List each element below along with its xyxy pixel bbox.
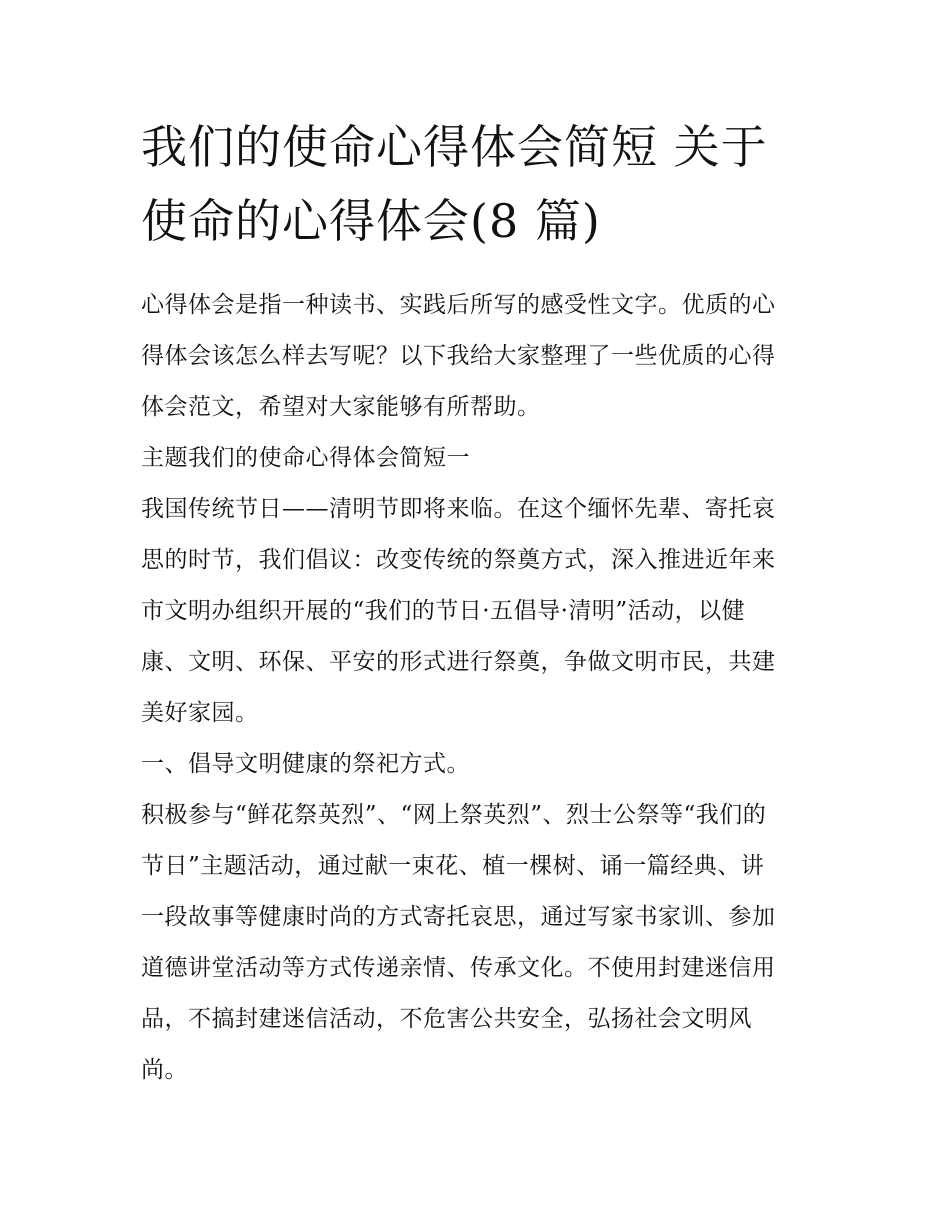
text-line: 体会范文，希望对大家能够有所帮助。 — [141, 394, 541, 420]
text-line: 康、文明、环保、平安的形式进行祭奠，争做文明市民，共建 — [141, 649, 776, 675]
title-line: 使命的心得体会(8 篇) — [141, 194, 601, 248]
text-line: 节日”主题活动，通过献一束花、植一棵树、诵一篇经典、讲 — [141, 853, 765, 879]
section-heading — [141, 433, 813, 484]
text-line: 一、倡导文明健康的祭祀方式。 — [141, 751, 470, 777]
document-title — [141, 110, 813, 258]
body-paragraph — [141, 790, 813, 1096]
text-line: 尚。 — [141, 1057, 188, 1083]
title-line: 我们的使命心得体会简短 关于 — [141, 120, 768, 174]
text-line: 品，不搞封建迷信活动，不危害公共安全，弘扬社会文明风 — [141, 1006, 752, 1032]
intro-paragraph — [141, 280, 813, 433]
subsection-heading — [141, 739, 813, 790]
document-page — [141, 110, 813, 1096]
text-line: 积极参与“鲜花祭英烈”、“网上祭英烈”、烈士公祭等“我们的 — [141, 802, 767, 828]
text-line: 道德讲堂活动等方式传递亲情、传承文化。不使用封建迷信用 — [141, 955, 776, 981]
text-line: 我国传统节日——清明节即将来临。在这个缅怀先辈、寄托哀 — [141, 496, 776, 522]
text-line: 思的时节，我们倡议：改变传统的祭奠方式，深入推进近年来 — [141, 547, 776, 573]
text-line: 美好家园。 — [141, 700, 259, 726]
text-line: 得体会该怎么样去写呢？以下我给大家整理了一些优质的心得 — [141, 343, 776, 369]
text-line: 心得体会是指一种读书、实践后所写的感受性文字。优质的心 — [141, 292, 776, 318]
document-body — [141, 280, 813, 1096]
body-paragraph — [141, 484, 813, 739]
text-line: 市文明办组织开展的“我们的节日·五倡导·清明”活动，以健 — [141, 598, 746, 624]
text-line: 一段故事等健康时尚的方式寄托哀思，通过写家书家训、参加 — [141, 904, 776, 930]
text-line: 主题我们的使命心得体会简短一 — [141, 445, 470, 471]
